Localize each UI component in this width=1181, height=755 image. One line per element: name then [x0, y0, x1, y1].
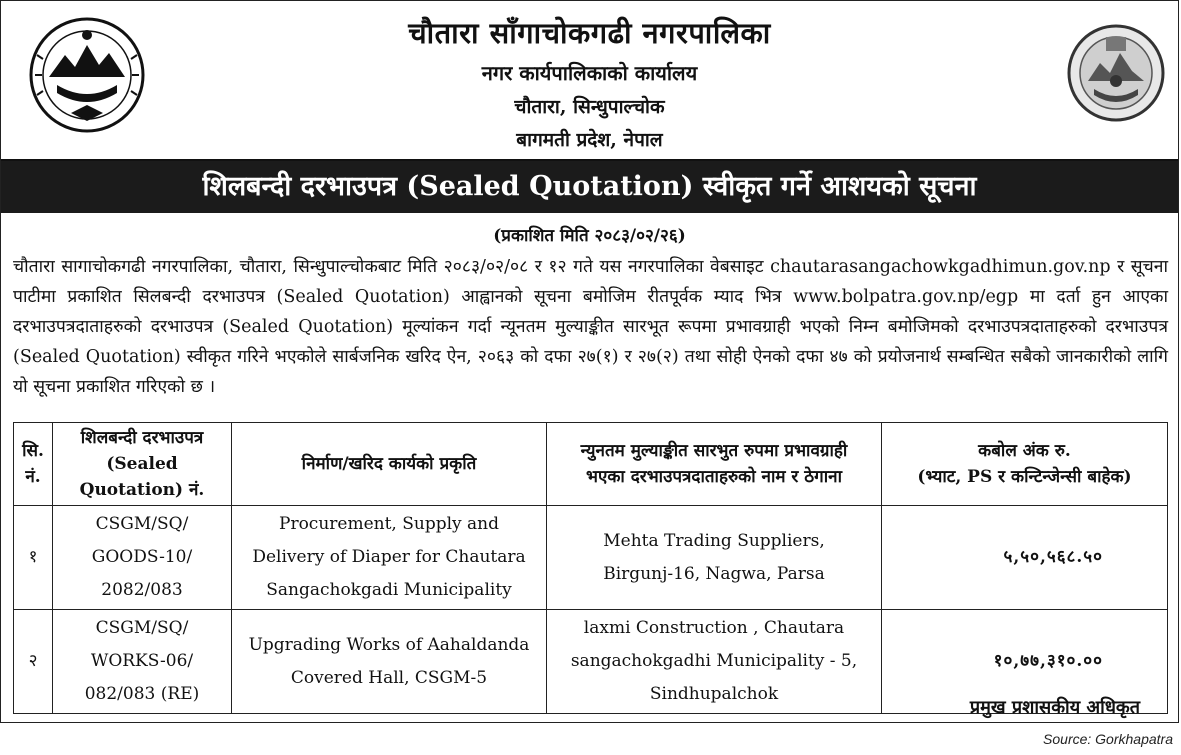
notice-title-banner: शिलबन्दी दरभाउपत्र (Sealed Quotation) स्वीकृत गर्ने आशयको सूचना: [1, 161, 1178, 213]
cell-quotation-no: CSGM/SQ/ GOODS-10/ 2082/083: [53, 506, 232, 610]
cell-quotation-no: CSGM/SQ/ WORKS-06/ 082/083 (RE): [53, 610, 232, 714]
table-row: [14, 506, 1168, 610]
cell-bidder: laxmi Construction , Chautara sangachokgadhi Municipality - 5, Sindhupalchok: [547, 610, 882, 714]
source-credit: Source: Gorkhapatra: [1043, 731, 1173, 747]
cell-sn: २: [14, 610, 53, 714]
cell-work: Procurement, Supply and Delivery of Diaper for Chautara Sangachokgadi Municipality: [232, 506, 547, 610]
office-location: चौतारा, सिन्धुपाल्चोक: [514, 96, 665, 118]
org-name: चौतारा साँगाचोकगढी नगरपालिका: [408, 16, 771, 50]
cell-work: Upgrading Works of Aahaldanda Covered Hall, CSGM-5: [232, 610, 547, 714]
col-header-sn: सि. नं.: [14, 423, 53, 506]
province-country: बागमती प्रदेश, नेपाल: [516, 129, 663, 151]
signatory-title: प्रमुख प्रशासकीय अधिकृत: [969, 697, 1140, 718]
municipality-logo-icon: [1066, 23, 1166, 123]
cell-sn: १: [14, 506, 53, 610]
cell-amount: १०,७७,३१०.००: [882, 610, 1168, 714]
publication-date: (प्रकाशित मिति २०८३/०२/२६): [493, 226, 686, 246]
quotation-table: [13, 422, 1168, 714]
col-header-bidder: न्युनतम मुल्याङ्कीत सारभुत रुपमा प्रभावग्राही भएका दरभाउपत्रदाताहरुको नाम र ठेगाना: [547, 423, 882, 506]
col-header-work-nature: निर्माण/खरिद कार्यको प्रकृति: [232, 423, 547, 506]
office-name: नगर कार्यपालिकाको कार्यालय: [481, 61, 698, 85]
col-header-quotation-no: शिलबन्दी दरभाउपत्र (Sealed Quotation) नं.: [53, 423, 232, 506]
cell-bidder: Mehta Trading Suppliers, Birgunj-16, Nagwa, Parsa: [547, 506, 882, 610]
table-header-row: [14, 423, 1168, 506]
notice-body-text: चौतारा सागाचोकगढी नगरपालिका, चौतारा, सिन्धुपाल्चोकबाट मिति २०८३/०२/०८ र १२ गते यस नगरपालिका वेबसाइट chautarasangachowkgadhimun.gov.np र सूचना पाटीमा प्रकाशित सिलबन्दी दरभाउपत्र (Sealed Quotation) आह्वानको सूचना बमोजिम रीतपूर्वक म्याद भित्र www.bolpatra.gov.np/egp मा दर्ता हुन आएका दरभाउपत्रदाताहरुको दरभाउपत्र (Sealed Quotation) मूल्यांकन गर्दा न्यूनतम मुल्याङ्कीत सारभूत रूपमा प्रभावग्राही भएको निम्न बमोजिमको दरभाउपत्रदाताहरुको दरभाउपत्र (Sealed Quotation) स्वीकृत गरिने भएकोले सार्बजनिक खरिद ऐन, २०६३ को दफा २७(१) र २७(२) तथा सोही ऐनको दफा ४७ को प्रयोजनार्थ सम्बन्धित सबैको जानकारीको लागि यो सूचना प्रकाशित गरिएको छ ।: [13, 257, 1168, 397]
cell-amount: ५,५०,५६८.५०: [882, 506, 1168, 610]
notice-header: [1, 1, 1178, 161]
col-header-amount: कबोल अंक रु. (भ्याट, PS र कन्टिन्जेन्सी बाहेक): [882, 423, 1168, 506]
